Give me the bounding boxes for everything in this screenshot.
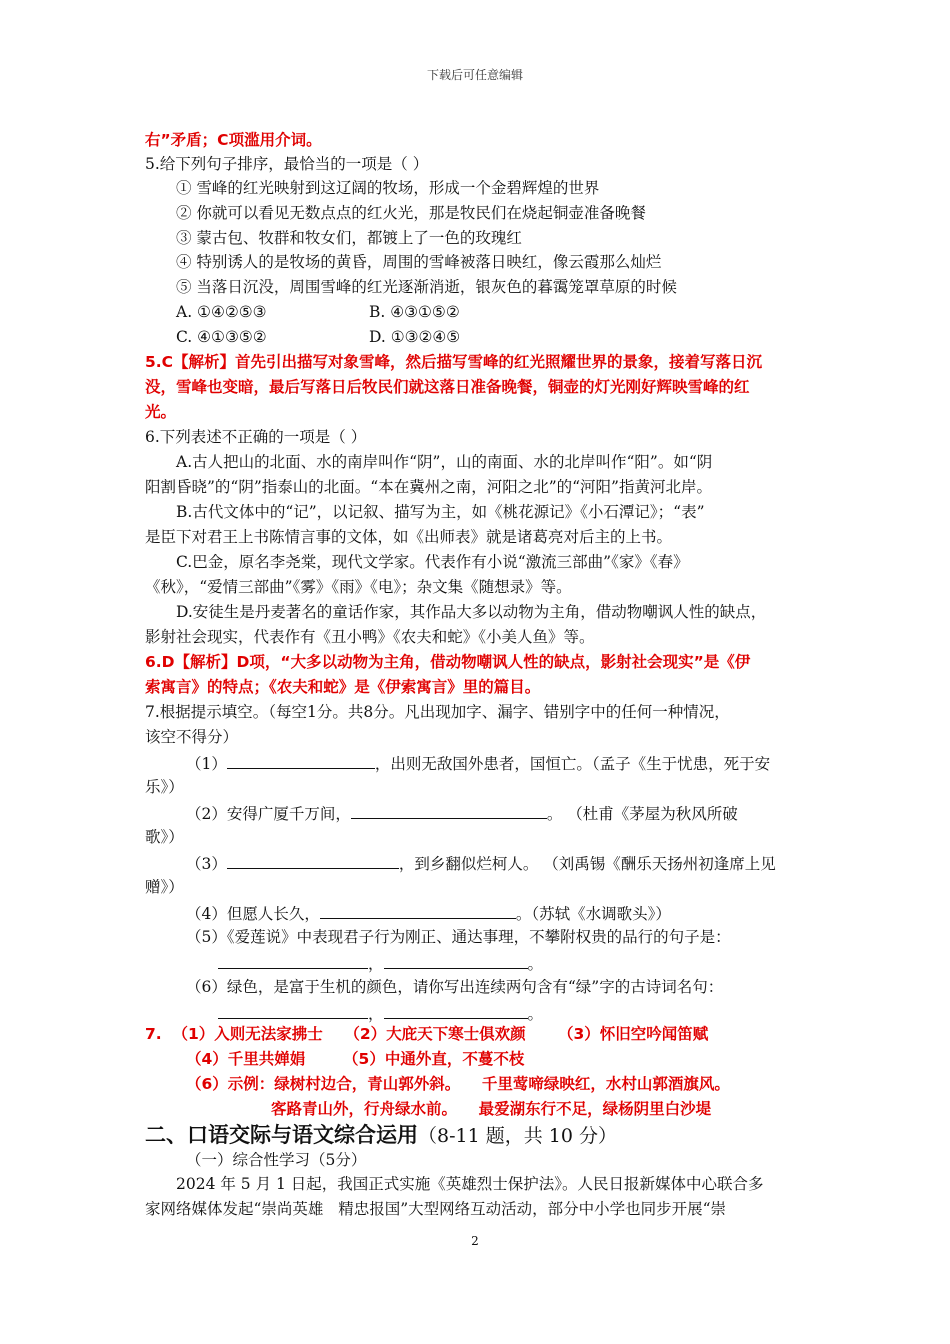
blank-label: （3） xyxy=(186,855,227,873)
blank-4 xyxy=(186,902,671,924)
blank-label: （1） xyxy=(186,755,227,773)
blank-source: 。 （杜甫《茅屋为秋风所破 xyxy=(546,805,738,823)
answer-7: 7. （1）入则无法家拂士 （2）大庇天下寒士俱欢颜 （3）怀旧空吟闻笛赋 xyxy=(145,1025,709,1043)
fill-blank[interactable] xyxy=(351,802,547,819)
sentence-5: ⑤ 当落日沉没，周围雪峰的红光逐渐消逝，银灰色的暮霭笼罩草原的时候 xyxy=(176,278,677,296)
fill-blank[interactable] xyxy=(320,902,516,919)
page-number: 2 xyxy=(471,1234,479,1248)
q6-option-a-line2: 阳割昏晓”的“阴”指泰山的北面。“本在冀州之南，河阳之北”的“河阳”指黄河北岸。 xyxy=(145,478,712,496)
q6-option-c-line2: 《秋》，“爱情三部曲”《雾》《雨》《电》；杂文集《随想录》等。 xyxy=(145,578,572,596)
blank-3-line2: 赠》） xyxy=(145,878,184,896)
blank-1 xyxy=(186,752,770,774)
blank-text: ，出则无敌国外患者，国恒亡。（孟子《生于忧患，死于安 xyxy=(374,755,771,773)
page-header: 下载后可任意编辑 xyxy=(426,68,523,82)
answer-5: 5.C【解析】首先引出描写对象雪峰，然后描写雪峰的红光照耀世界的景象，接着写落日沉 xyxy=(145,353,763,371)
blank-text: （2）安得广厦千万间， xyxy=(186,805,351,823)
option-b: B. ④③①⑤② xyxy=(369,303,460,321)
sentence-3: ③ 蒙古包、牧群和牧女们，都镀上了一色的玫瑰红 xyxy=(176,229,522,247)
blank-2-line2: 歌》） xyxy=(145,828,184,846)
blank-2 xyxy=(186,802,738,824)
paragraph-line-1: 2024 年 5 月 1 日起，我国正式实施《英雄烈士保护法》。人民日报新媒体中心联合多 xyxy=(176,1175,764,1193)
blank-text: （4）但愿人长久， xyxy=(186,905,320,923)
paragraph-line-2: 家网络媒体发起“崇尚英雄 精忠报国”大型网络互动活动，部分中小学也同步开展“崇 xyxy=(145,1200,727,1218)
question-6: 6.下列表述不正确的一项是（ ） xyxy=(145,428,367,446)
fill-blank[interactable] xyxy=(227,852,399,869)
blank-source: 。（苏轼《水调歌头》） xyxy=(515,905,671,923)
section-title: 二、口语交际与语文综合运用 xyxy=(145,1122,418,1147)
comma: ， xyxy=(368,955,384,973)
fill-blank[interactable] xyxy=(227,752,375,769)
question-5: 5.给下列句子排序，最恰当的一项是（ ） xyxy=(145,155,429,173)
fill-blank[interactable] xyxy=(218,952,368,969)
blank-text: ，到乡翻似烂柯人。 （刘禹锡《酬乐天扬州初逢席上见 xyxy=(398,855,776,873)
answer-7-line3: （6）示例：绿树村边合，青山郭外斜。 千里莺啼绿映红，水村山郭酒旗风。 xyxy=(186,1075,730,1093)
blank-5: （5）《爱莲说》中表现君子行为刚正、通达事理，不攀附权贵的品行的句子是： xyxy=(186,928,731,946)
option-d: D. ①③②④⑤ xyxy=(369,328,461,346)
fill-blank[interactable] xyxy=(218,1002,368,1019)
blank-6-answer xyxy=(218,1002,543,1024)
blank-6: （6）绿色，是富于生机的颜色，请你写出连续两句含有“绿”字的古诗词名句： xyxy=(186,978,724,996)
fill-blank[interactable] xyxy=(384,1002,528,1019)
answer-7-line4: 客路青山外，行舟绿水前。 最爱湖东行不足，绿杨阴里白沙堤 xyxy=(271,1100,712,1118)
sentence-2: ② 你就可以看见无数点点的红火光，那是牧民们在烧起铜壶准备晚餐 xyxy=(176,204,646,222)
section-note: （8-11 题，共 10 分） xyxy=(418,1125,617,1147)
q6-option-d: D.安徒生是丹麦著名的童话作家，其作品大多以动物为主角，借动物嘲讽人性的缺点， xyxy=(176,603,767,621)
answer-6-line2: 索寓言》的特点；《农夫和蛇》是《伊索寓言》里的篇目。 xyxy=(145,678,541,696)
answer-5-line2: 没，雪峰也变暗，最后写落日后牧民们就这落日准备晚餐，铜壶的灯光刚好辉映雪峰的红 xyxy=(145,378,750,396)
fill-blank[interactable] xyxy=(384,952,528,969)
question-7-line2: 该空不得分） xyxy=(145,728,239,746)
sentence-1: ① 雪峰的红光映射到这辽阔的牧场，形成一个金碧辉煌的世界 xyxy=(176,179,600,197)
q6-option-b-line2: 是臣下对君王上书陈情言事的文体，如《出师表》就是诸葛亮对后主的上书。 xyxy=(145,528,673,546)
answer-6: 6.D【解析】D项，“大多以动物为主角，借动物嘲讽人性的缺点，影射社会现实”是《伊 xyxy=(145,653,751,671)
answer-text: 右”矛盾；C项滥用介词。 xyxy=(145,131,322,149)
answer-7-line2: （4）千里共婵娟 （5）中通外直，不蔓不枝 xyxy=(186,1050,525,1068)
question-7: 7.根据提示填空。（每空1分。共8分。凡出现加字、漏字、错别字中的任何一种情况， xyxy=(145,703,730,721)
blank-3 xyxy=(186,852,776,874)
q6-option-b: B.古代文体中的“记”，以记叙、描写为主，如《桃花源记》《小石潭记》；“表” xyxy=(176,503,705,521)
option-c: C. ④①③⑤② xyxy=(176,328,267,346)
q6-option-c: C.巴金，原名李尧棠，现代文学家。代表作有小说“激流三部曲”《家》《春》 xyxy=(176,553,689,571)
period: 。 xyxy=(527,955,544,973)
answer-5-line3: 光。 xyxy=(145,403,177,421)
section-2-title xyxy=(145,1122,617,1149)
comma: ， xyxy=(368,1005,384,1023)
blank-1-line2: 乐》） xyxy=(145,778,184,796)
sentence-4: ④ 特别诱人的是牧场的黄昏，周围的雪峰被落日映红，像云霞那么灿烂 xyxy=(176,253,662,271)
q6-option-a: A.古人把山的北面、水的南岸叫作“阴”，山的南面、水的北岸叫作“阳”。如“阴 xyxy=(176,453,713,471)
q6-option-d-line2: 影射社会现实，代表作有《丑小鸭》《农夫和蛇》《小美人鱼》等。 xyxy=(145,628,595,646)
blank-5-answer xyxy=(218,952,543,974)
option-a: A. ①④②⑤③ xyxy=(176,303,267,321)
section-2-subtitle: （一）综合性学习（5分） xyxy=(186,1151,367,1169)
period: 。 xyxy=(527,1005,544,1023)
